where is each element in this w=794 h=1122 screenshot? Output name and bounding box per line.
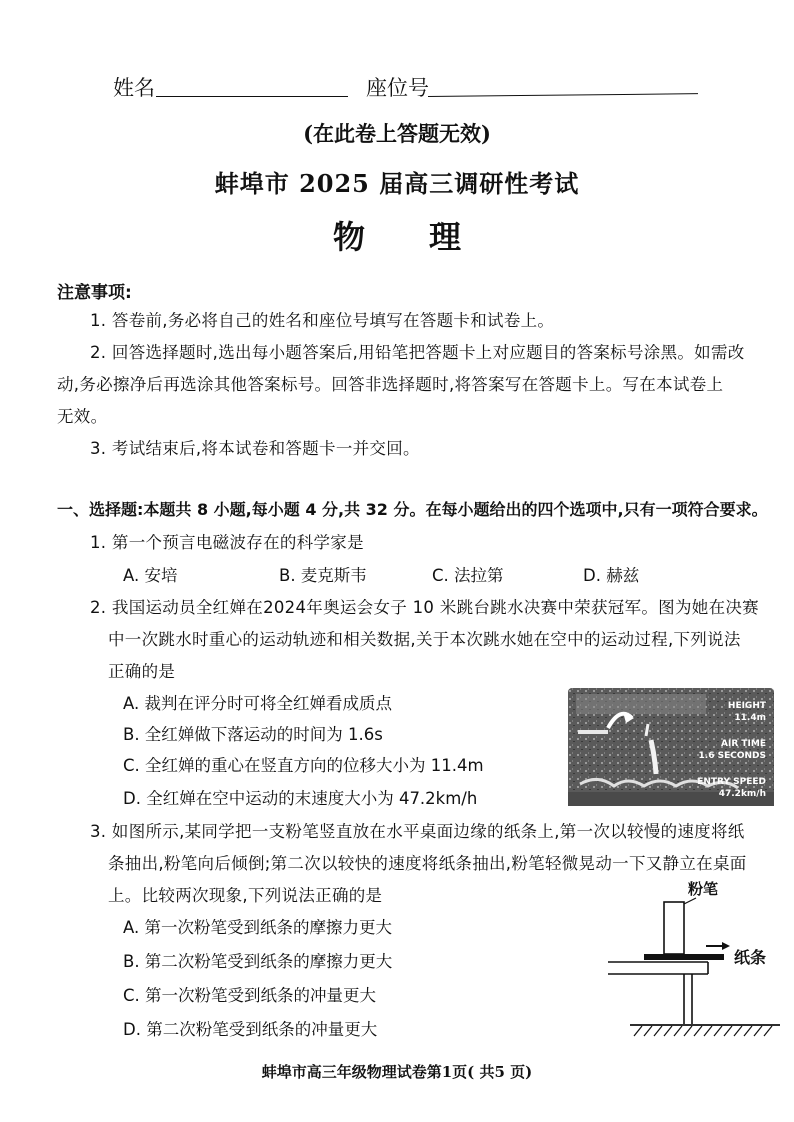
q2-option-b: B. 全红婵做下落运动的时间为 1.6s [123,725,383,744]
seat-label: 座位号 [366,76,429,100]
air-time-value: 1.6 SECONDS [698,751,766,761]
seat-field[interactable] [428,93,698,97]
platform-shape [578,730,608,734]
q1-stem: 1. 第一个预言电磁波存在的科学家是 [90,533,364,552]
q2-line-2: 中一次跳水时重心的运动轨迹和相关数据,关于本次跳水她在空中的运动过程,下列说法 [108,630,741,649]
q2-option-d: D. 全红婵在空中运动的末速度大小为 47.2km/h [123,789,478,808]
q1-option-b: B. 麦克斯韦 [279,566,367,585]
chalk-shape [664,902,684,954]
exam-title: 蚌埠市 2025 届高三调研性考试 [214,169,580,198]
q2-option-c: C. 全红婵的重心在竖直方向的位移大小为 11.4m [123,756,484,775]
q3-option-d: D. 第二次粉笔受到纸条的冲量更大 [123,1020,378,1039]
q3-line-1: 3. 如图所示,某同学把一支粉笔竖直放在水平桌面边缘的纸条上,第一次以较慢的速度将纸 [90,822,745,841]
entry-speed-label: ENTRY SPEED [697,777,766,787]
q3-option-b: B. 第二次粉笔受到纸条的摩擦力更大 [123,952,393,971]
chalk-label: 粉笔 [688,880,719,898]
q2-line-3: 正确的是 [108,662,176,681]
entry-speed-value: 47.2km/h [718,789,766,799]
subject-title: 物 理 [332,218,461,256]
height-label: HEIGHT [727,701,766,711]
q3-option-a: A. 第一次粉笔受到纸条的摩擦力更大 [123,918,392,937]
notice-item-2-line1: 2. 回答选择题时,选出每小题答案后,用铅笔把答题卡上对应题目的答案标号涂黑。如需改 [90,343,745,362]
notice-title: 注意事项: [57,283,132,303]
chalk-paper-figure [604,878,786,1042]
q3-option-c: C. 第一次粉笔受到纸条的冲量更大 [123,986,377,1005]
section-heading: 一、选择题:本题共 8 小题,每小题 4 分,共 32 分。在每小题给出的四个选项中,只有一项符合要求。 [57,500,768,519]
q1-option-a: A. 安培 [123,566,178,585]
page-footer: 蚌埠市高三年级物理试卷第1页( 共5 页) [261,1063,533,1081]
height-value: 11.4m [734,713,766,723]
notice-item-2-line3: 无效。 [57,407,108,426]
q2-option-a: A. 裁判在评分时可将全红婵看成质点 [123,694,392,713]
q3-line-3: 上。比较两次现象,下列说法正确的是 [108,886,383,905]
q1-option-c: C. 法拉第 [432,566,504,585]
q3-line-2: 条抽出,粉笔向后倾倒;第二次以较快的速度将纸条抽出,粉笔轻微晃动一下又静立在桌面 [108,854,747,873]
notice-item-1: 1. 答卷前,务必将自己的姓名和座位号填写在答题卡和试卷上。 [90,311,555,330]
paper-label: 纸条 [734,948,767,967]
dive-trajectory-figure [568,688,774,806]
q1-option-d: D. 赫兹 [583,566,640,585]
paper-strip [644,954,724,960]
name-field[interactable] [156,96,348,97]
q2-line-1: 2. 我国运动员全红婵在2024年奥运会女子 10 米跳台跳水决赛中荣获冠军。图为她在决赛 [90,598,759,617]
air-time-label: AIR TIME [721,739,766,749]
notice-item-2-line2: 动,务必擦净后再选涂其他答案标号。回答非选择题时,将答案写在答题卡上。写在本试卷上 [57,375,724,394]
name-label: 姓名 [113,76,155,100]
invalid-note: (在此卷上答题无效) [303,121,491,146]
notice-item-3: 3. 考试结束后,将本试卷和答题卡一并交回。 [90,439,420,458]
